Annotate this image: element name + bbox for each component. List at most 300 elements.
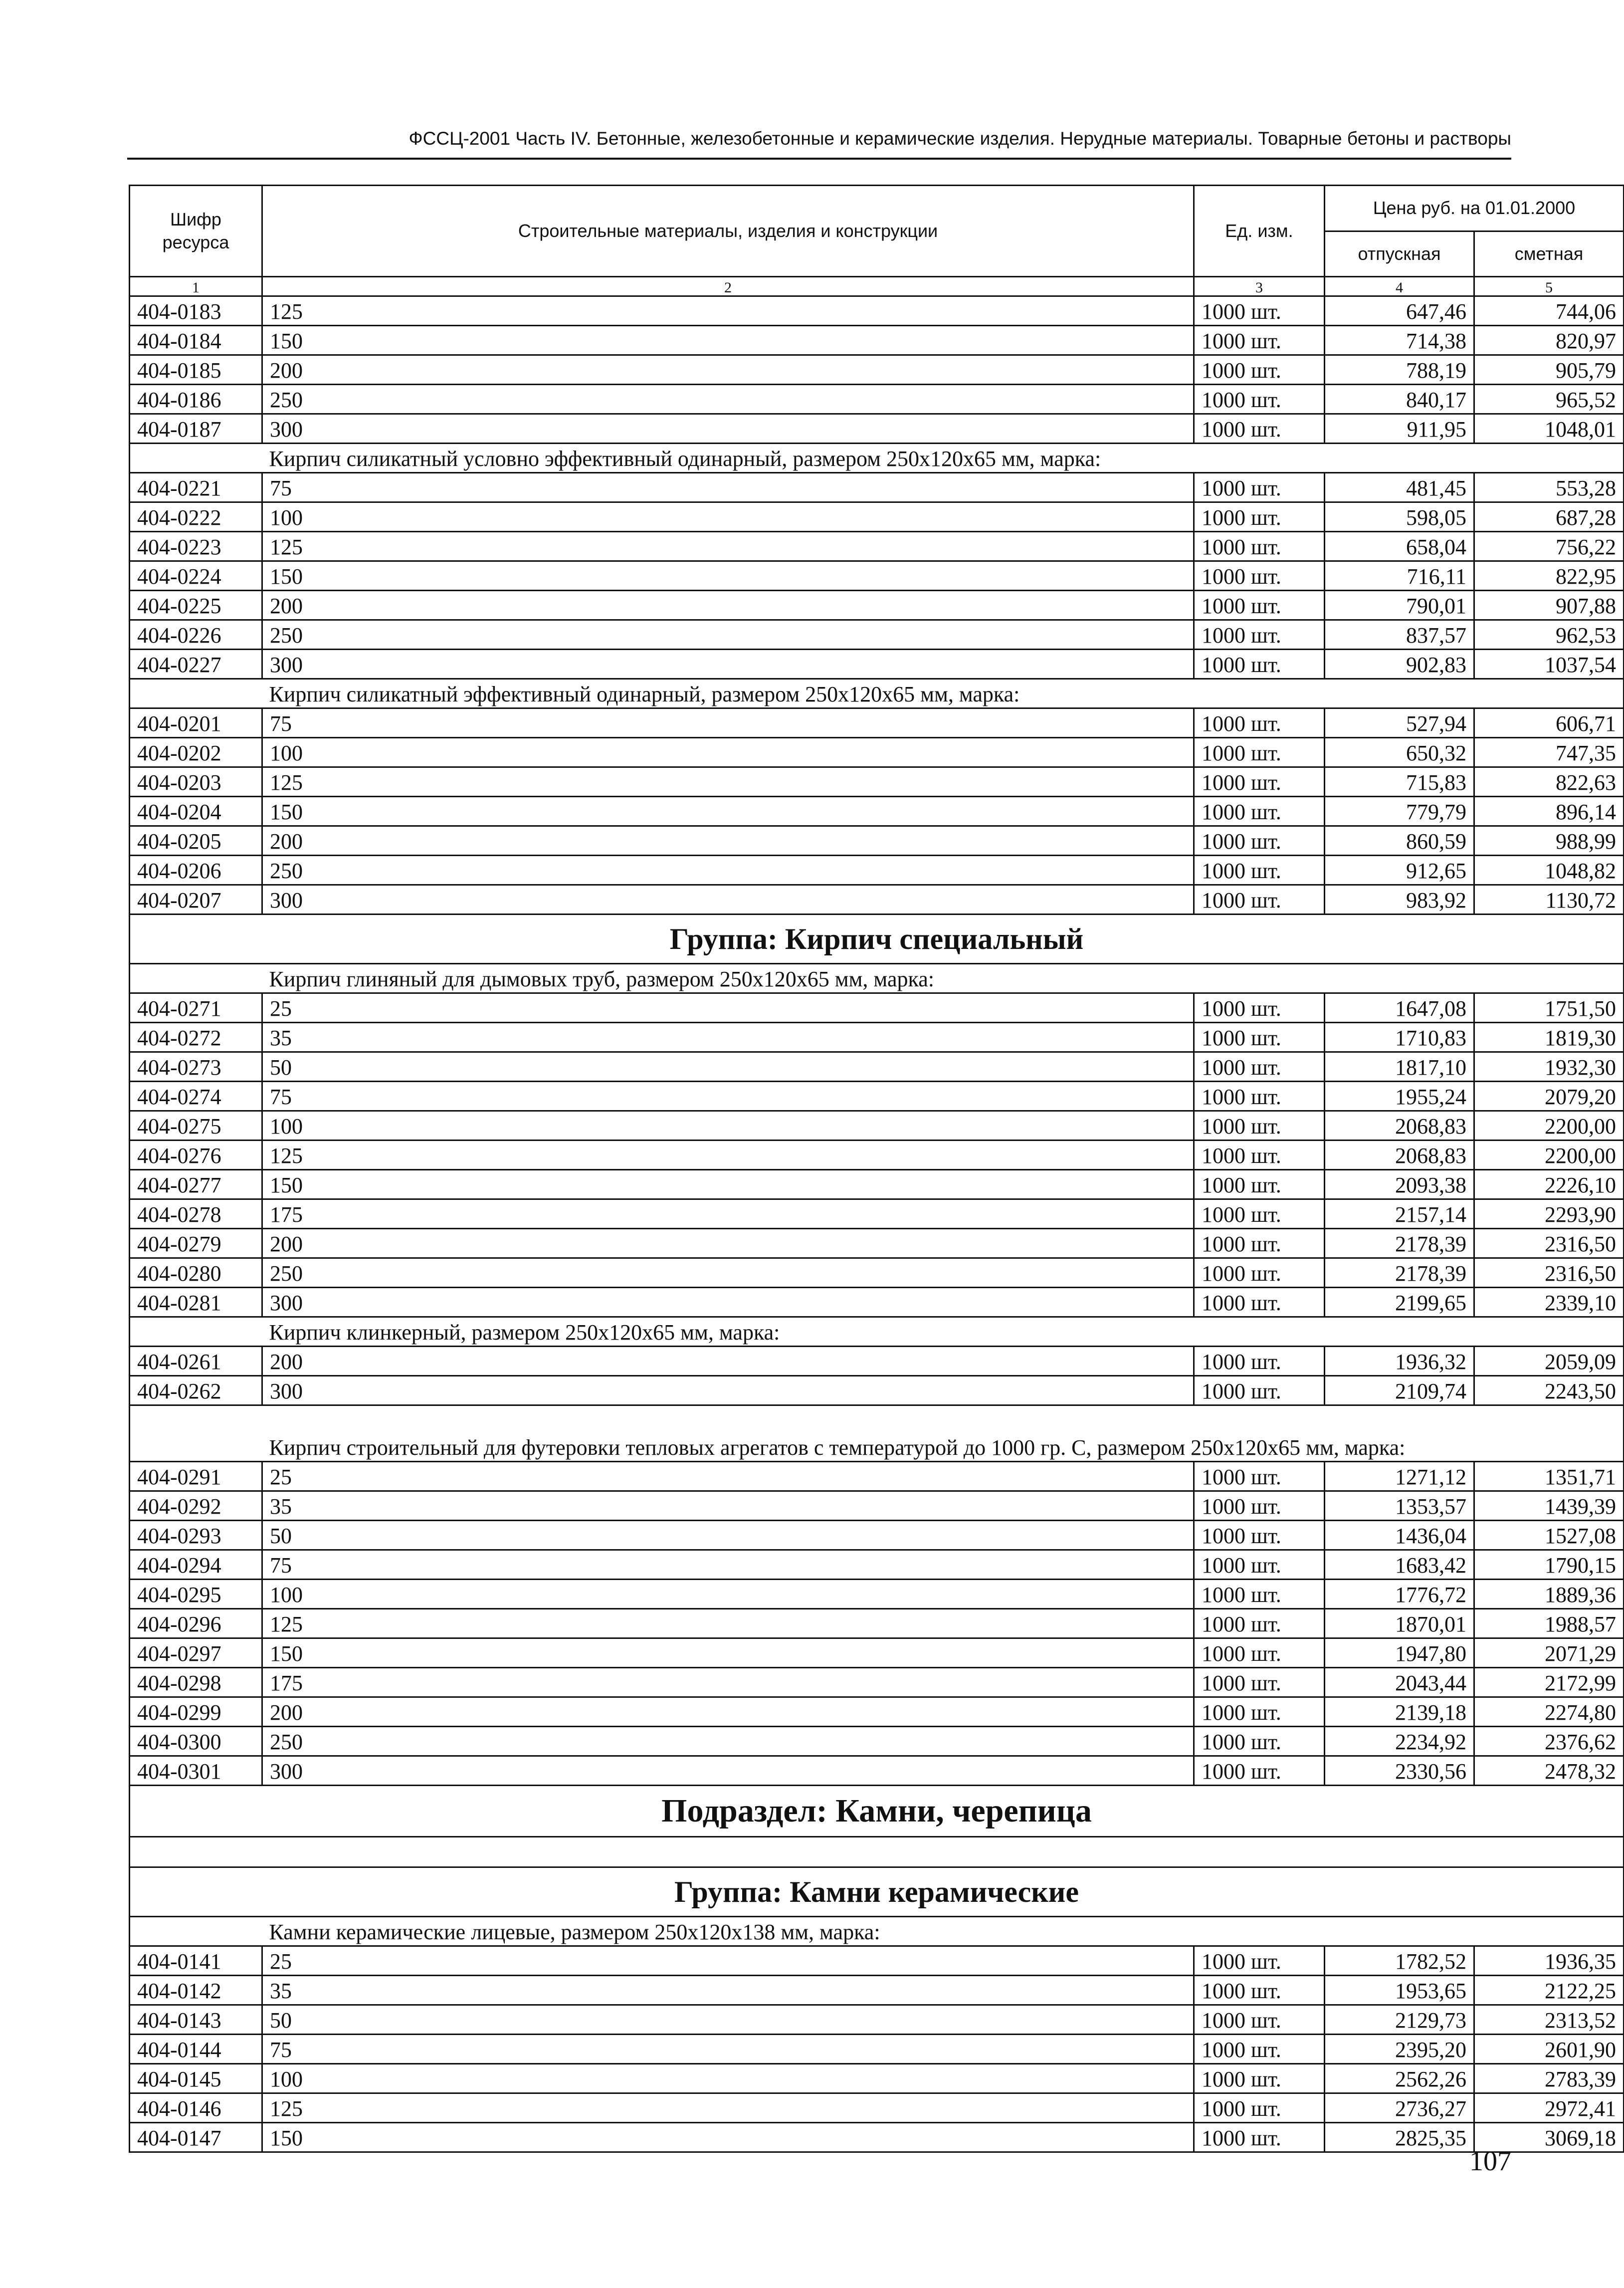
cell-name: 100 — [262, 1111, 1194, 1141]
cell-code: 404-0224 — [130, 561, 262, 591]
cell-estimate-price: 907,88 — [1474, 591, 1624, 620]
cell-unit: 1000 шт. — [1194, 2123, 1325, 2152]
cell-code: 404-0271 — [130, 993, 262, 1023]
cell-estimate-price: 2079,20 — [1474, 1082, 1624, 1111]
cell-code: 404-0203 — [130, 767, 262, 797]
cell-name: 200 — [262, 826, 1194, 856]
cell-release-price: 2178,39 — [1325, 1258, 1474, 1288]
cell-estimate-price: 1889,36 — [1474, 1580, 1624, 1609]
table-row — [130, 2123, 1624, 2152]
column-number-row — [130, 277, 1624, 296]
cell-code: 404-0280 — [130, 1258, 262, 1288]
cell-estimate-price: 1819,30 — [1474, 1023, 1624, 1052]
cell-estimate-price: 2601,90 — [1474, 2035, 1624, 2064]
cell-name: 200 — [262, 591, 1194, 620]
cell-unit: 1000 шт. — [1194, 1638, 1325, 1668]
blank-cell — [130, 1837, 1624, 1867]
cell-code: 404-0262 — [130, 1376, 262, 1405]
cell-code: 404-0223 — [130, 532, 262, 561]
table-row — [130, 473, 1624, 502]
cell-release-price: 983,92 — [1325, 885, 1474, 915]
cell-name: 35 — [262, 1491, 1194, 1521]
cell-unit: 1000 шт. — [1194, 2035, 1325, 2064]
cell-release-price: 1710,83 — [1325, 1023, 1474, 1052]
cell-unit: 1000 шт. — [1194, 1976, 1325, 2005]
cell-estimate-price: 962,53 — [1474, 620, 1624, 650]
column-number: 1 — [130, 277, 262, 296]
cell-code: 404-0294 — [130, 1550, 262, 1580]
item-description-row — [130, 1317, 1624, 1347]
cell-release-price: 1353,57 — [1325, 1491, 1474, 1521]
cell-name: 250 — [262, 385, 1194, 414]
item-description: Камни керамические лицевые, размером 250х120х138 мм, марка: — [262, 1917, 1624, 1946]
cell-name: 125 — [262, 532, 1194, 561]
cell-release-price: 2129,73 — [1325, 2005, 1474, 2035]
cell-estimate-price: 2313,52 — [1474, 2005, 1624, 2035]
cell-unit: 1000 шт. — [1194, 591, 1325, 620]
empty-code-cell — [130, 679, 262, 708]
table-row — [130, 355, 1624, 385]
cell-name: 50 — [262, 2005, 1194, 2035]
item-description-row — [130, 1405, 1624, 1462]
cell-release-price: 1953,65 — [1325, 1976, 1474, 2005]
cell-name: 250 — [262, 1727, 1194, 1756]
cell-estimate-price: 988,99 — [1474, 826, 1624, 856]
cell-estimate-price: 747,35 — [1474, 738, 1624, 767]
item-description: Кирпич силикатный условно эффективный одинарный, размером 250х120х65 мм, марка: — [262, 444, 1624, 473]
group-heading: Группа: Кирпич специальный — [130, 915, 1624, 964]
cell-code: 404-0147 — [130, 2123, 262, 2152]
cell-estimate-price: 1527,08 — [1474, 1521, 1624, 1550]
table-row — [130, 708, 1624, 738]
cell-estimate-price: 2972,41 — [1474, 2093, 1624, 2123]
column-header-estimate: сметная — [1474, 231, 1624, 277]
cell-unit: 1000 шт. — [1194, 1580, 1325, 1609]
cell-release-price: 598,05 — [1325, 502, 1474, 532]
cell-unit: 1000 шт. — [1194, 473, 1325, 502]
cell-code: 404-0226 — [130, 620, 262, 650]
table-row — [130, 826, 1624, 856]
cell-unit: 1000 шт. — [1194, 326, 1325, 355]
cell-release-price: 1782,52 — [1325, 1946, 1474, 1976]
cell-name: 300 — [262, 650, 1194, 679]
cell-unit: 1000 шт. — [1194, 1521, 1325, 1550]
cell-name: 125 — [262, 1141, 1194, 1170]
cell-unit: 1000 шт. — [1194, 502, 1325, 532]
cell-estimate-price: 2071,29 — [1474, 1638, 1624, 1668]
cell-unit: 1000 шт. — [1194, 1111, 1325, 1141]
column-header-code: Шифр ресурса — [130, 186, 262, 277]
cell-unit: 1000 шт. — [1194, 1462, 1325, 1491]
cell-estimate-price: 1048,01 — [1474, 414, 1624, 444]
price-table — [129, 185, 1624, 2153]
cell-estimate-price: 1037,54 — [1474, 650, 1624, 679]
cell-estimate-price: 822,95 — [1474, 561, 1624, 591]
table-row — [130, 1580, 1624, 1609]
cell-unit: 1000 шт. — [1194, 1609, 1325, 1638]
table-row — [130, 1199, 1624, 1229]
cell-code: 404-0299 — [130, 1697, 262, 1727]
item-description: Кирпич строительный для футеровки тепловых агрегатов с температурой до 1000 гр. С, размером 250х120х65 мм, марка: — [262, 1405, 1624, 1462]
cell-release-price: 837,57 — [1325, 620, 1474, 650]
cell-release-price: 714,38 — [1325, 326, 1474, 355]
cell-code: 404-0207 — [130, 885, 262, 915]
cell-name: 150 — [262, 326, 1194, 355]
empty-code-cell — [130, 1917, 262, 1946]
column-header-release: отпускная — [1325, 231, 1474, 277]
cell-code: 404-0221 — [130, 473, 262, 502]
cell-name: 125 — [262, 296, 1194, 326]
cell-release-price: 2330,56 — [1325, 1756, 1474, 1786]
cell-name: 50 — [262, 1521, 1194, 1550]
table-row — [130, 296, 1624, 326]
cell-release-price: 2093,38 — [1325, 1170, 1474, 1199]
empty-code-cell — [130, 1405, 262, 1462]
table-row — [130, 1756, 1624, 1786]
cell-name: 75 — [262, 2035, 1194, 2064]
cell-name: 100 — [262, 1580, 1194, 1609]
cell-release-price: 790,01 — [1325, 591, 1474, 620]
column-number: 4 — [1325, 277, 1474, 296]
cell-release-price: 716,11 — [1325, 561, 1474, 591]
table-row — [130, 1609, 1624, 1638]
cell-release-price: 2043,44 — [1325, 1668, 1474, 1697]
table-row — [130, 1288, 1624, 1317]
cell-code: 404-0144 — [130, 2035, 262, 2064]
page-number: 107 — [1469, 2146, 1511, 2177]
cell-estimate-price: 2478,32 — [1474, 1756, 1624, 1786]
cell-release-price: 1271,12 — [1325, 1462, 1474, 1491]
cell-code: 404-0298 — [130, 1668, 262, 1697]
group-heading: Группа: Камни керамические — [130, 1867, 1624, 1917]
column-number: 5 — [1474, 277, 1624, 296]
cell-name: 300 — [262, 885, 1194, 915]
item-description: Кирпич глиняный для дымовых труб, размером 250х120х65 мм, марка: — [262, 964, 1624, 993]
cell-code: 404-0145 — [130, 2064, 262, 2093]
cell-name: 25 — [262, 1462, 1194, 1491]
cell-name: 300 — [262, 1376, 1194, 1405]
table-row — [130, 1258, 1624, 1288]
table-row — [130, 1976, 1624, 2005]
cell-code: 404-0291 — [130, 1462, 262, 1491]
cell-unit: 1000 шт. — [1194, 738, 1325, 767]
cell-unit: 1000 шт. — [1194, 993, 1325, 1023]
cell-release-price: 1955,24 — [1325, 1082, 1474, 1111]
cell-name: 75 — [262, 708, 1194, 738]
table-row — [130, 767, 1624, 797]
cell-release-price: 647,46 — [1325, 296, 1474, 326]
cell-code: 404-0296 — [130, 1609, 262, 1638]
cell-release-price: 715,83 — [1325, 767, 1474, 797]
cell-unit: 1000 шт. — [1194, 797, 1325, 826]
cell-name: 75 — [262, 473, 1194, 502]
cell-release-price: 902,83 — [1325, 650, 1474, 679]
cell-unit: 1000 шт. — [1194, 1668, 1325, 1697]
cell-name: 200 — [262, 355, 1194, 385]
header-rule — [127, 158, 1511, 160]
cell-code: 404-0273 — [130, 1052, 262, 1082]
cell-code: 404-0279 — [130, 1229, 262, 1258]
cell-name: 250 — [262, 856, 1194, 885]
cell-unit: 1000 шт. — [1194, 561, 1325, 591]
cell-unit: 1000 шт. — [1194, 1199, 1325, 1229]
cell-code: 404-0277 — [130, 1170, 262, 1199]
cell-name: 50 — [262, 1052, 1194, 1082]
cell-estimate-price: 744,06 — [1474, 296, 1624, 326]
cell-code: 404-0206 — [130, 856, 262, 885]
cell-estimate-price: 2200,00 — [1474, 1141, 1624, 1170]
cell-code: 404-0292 — [130, 1491, 262, 1521]
cell-name: 25 — [262, 1946, 1194, 1976]
cell-unit: 1000 шт. — [1194, 414, 1325, 444]
item-description: Кирпич клинкерный, размером 250х120х65 мм, марка: — [262, 1317, 1624, 1347]
cell-estimate-price: 822,63 — [1474, 767, 1624, 797]
cell-code: 404-0295 — [130, 1580, 262, 1609]
item-description-row — [130, 444, 1624, 473]
cell-code: 404-0141 — [130, 1946, 262, 1976]
cell-code: 404-0201 — [130, 708, 262, 738]
cell-unit: 1000 шт. — [1194, 2064, 1325, 2093]
cell-estimate-price: 1932,30 — [1474, 1052, 1624, 1082]
cell-release-price: 779,79 — [1325, 797, 1474, 826]
cell-estimate-price: 1351,71 — [1474, 1462, 1624, 1491]
table-row — [130, 1462, 1624, 1491]
cell-release-price: 840,17 — [1325, 385, 1474, 414]
cell-name: 200 — [262, 1229, 1194, 1258]
cell-release-price: 2178,39 — [1325, 1229, 1474, 1258]
cell-code: 404-0205 — [130, 826, 262, 856]
cell-name: 300 — [262, 1288, 1194, 1317]
cell-code: 404-0274 — [130, 1082, 262, 1111]
table-row — [130, 1111, 1624, 1141]
table-row — [130, 2093, 1624, 2123]
running-header: ФССЦ-2001 Часть IV. Бетонные, железобетонные и керамические изделия. Нерудные материалы. Товарные бетоны и растворы — [408, 128, 1511, 149]
table-row — [130, 1347, 1624, 1376]
cell-release-price: 2736,27 — [1325, 2093, 1474, 2123]
cell-estimate-price: 1130,72 — [1474, 885, 1624, 915]
cell-code: 404-0225 — [130, 591, 262, 620]
cell-code: 404-0297 — [130, 1638, 262, 1668]
cell-release-price: 2068,83 — [1325, 1141, 1474, 1170]
cell-unit: 1000 шт. — [1194, 708, 1325, 738]
cell-name: 100 — [262, 2064, 1194, 2093]
cell-name: 175 — [262, 1668, 1194, 1697]
cell-name: 200 — [262, 1347, 1194, 1376]
table-row — [130, 326, 1624, 355]
cell-code: 404-0227 — [130, 650, 262, 679]
cell-release-price: 2139,18 — [1325, 1697, 1474, 1727]
cell-estimate-price: 553,28 — [1474, 473, 1624, 502]
cell-name: 125 — [262, 767, 1194, 797]
cell-unit: 1000 шт. — [1194, 2093, 1325, 2123]
table-row — [130, 2064, 1624, 2093]
table-row — [130, 738, 1624, 767]
cell-name: 150 — [262, 1170, 1194, 1199]
cell-code: 404-0261 — [130, 1347, 262, 1376]
cell-unit: 1000 шт. — [1194, 856, 1325, 885]
cell-release-price: 481,45 — [1325, 473, 1474, 502]
cell-release-price: 2395,20 — [1325, 2035, 1474, 2064]
cell-estimate-price: 2376,62 — [1474, 1727, 1624, 1756]
cell-unit: 1000 шт. — [1194, 532, 1325, 561]
cell-release-price: 788,19 — [1325, 355, 1474, 385]
table-row — [130, 1946, 1624, 1976]
cell-code: 404-0146 — [130, 2093, 262, 2123]
cell-name: 150 — [262, 797, 1194, 826]
cell-code: 404-0184 — [130, 326, 262, 355]
cell-unit: 1000 шт. — [1194, 885, 1325, 915]
cell-name: 150 — [262, 2123, 1194, 2152]
cell-estimate-price: 2200,00 — [1474, 1111, 1624, 1141]
cell-unit: 1000 шт. — [1194, 650, 1325, 679]
table-row — [130, 561, 1624, 591]
cell-estimate-price: 2172,99 — [1474, 1668, 1624, 1697]
cell-estimate-price: 2243,50 — [1474, 1376, 1624, 1405]
cell-unit: 1000 шт. — [1194, 385, 1325, 414]
table-row — [130, 1052, 1624, 1082]
cell-release-price: 527,94 — [1325, 708, 1474, 738]
table-row — [130, 1491, 1624, 1521]
cell-estimate-price: 2316,50 — [1474, 1258, 1624, 1288]
item-description: Кирпич силикатный эффективный одинарный, размером 250х120х65 мм, марка: — [262, 679, 1624, 708]
cell-unit: 1000 шт. — [1194, 1229, 1325, 1258]
price-table-body — [130, 186, 1624, 2152]
table-row — [130, 856, 1624, 885]
cell-release-price: 1870,01 — [1325, 1609, 1474, 1638]
cell-unit: 1000 шт. — [1194, 1376, 1325, 1405]
cell-release-price: 1817,10 — [1325, 1052, 1474, 1082]
cell-code: 404-0186 — [130, 385, 262, 414]
group-heading-row — [130, 1867, 1624, 1917]
table-row — [130, 1550, 1624, 1580]
cell-estimate-price: 2274,80 — [1474, 1697, 1624, 1727]
item-description-row — [130, 964, 1624, 993]
blank-row — [130, 1837, 1624, 1867]
item-description-row — [130, 1917, 1624, 1946]
cell-release-price: 658,04 — [1325, 532, 1474, 561]
table-row — [130, 1141, 1624, 1170]
table-row — [130, 797, 1624, 826]
cell-name: 300 — [262, 414, 1194, 444]
cell-estimate-price: 2293,90 — [1474, 1199, 1624, 1229]
cell-code: 404-0300 — [130, 1727, 262, 1756]
cell-release-price: 1947,80 — [1325, 1638, 1474, 1668]
cell-unit: 1000 шт. — [1194, 620, 1325, 650]
cell-unit: 1000 шт. — [1194, 767, 1325, 797]
cell-name: 300 — [262, 1756, 1194, 1786]
cell-estimate-price: 1936,35 — [1474, 1946, 1624, 1976]
cell-code: 404-0272 — [130, 1023, 262, 1052]
cell-unit: 1000 шт. — [1194, 1141, 1325, 1170]
cell-release-price: 2562,26 — [1325, 2064, 1474, 2093]
cell-code: 404-0183 — [130, 296, 262, 326]
cell-code: 404-0293 — [130, 1521, 262, 1550]
cell-code: 404-0301 — [130, 1756, 262, 1786]
cell-name: 250 — [262, 620, 1194, 650]
table-row — [130, 1697, 1624, 1727]
table-row — [130, 620, 1624, 650]
cell-estimate-price: 820,97 — [1474, 326, 1624, 355]
cell-unit: 1000 шт. — [1194, 1550, 1325, 1580]
cell-estimate-price: 1988,57 — [1474, 1609, 1624, 1638]
cell-release-price: 1936,32 — [1325, 1347, 1474, 1376]
table-row — [130, 1521, 1624, 1550]
cell-code: 404-0278 — [130, 1199, 262, 1229]
cell-estimate-price: 896,14 — [1474, 797, 1624, 826]
cell-name: 75 — [262, 1550, 1194, 1580]
cell-name: 125 — [262, 1609, 1194, 1638]
cell-name: 250 — [262, 1258, 1194, 1288]
cell-release-price: 650,32 — [1325, 738, 1474, 767]
table-row — [130, 1376, 1624, 1405]
cell-name: 100 — [262, 738, 1194, 767]
cell-name: 35 — [262, 1976, 1194, 2005]
cell-name: 200 — [262, 1697, 1194, 1727]
table-row — [130, 502, 1624, 532]
cell-estimate-price: 2059,09 — [1474, 1347, 1624, 1376]
cell-code: 404-0222 — [130, 502, 262, 532]
table-row — [130, 650, 1624, 679]
item-description-row — [130, 679, 1624, 708]
cell-name: 125 — [262, 2093, 1194, 2123]
cell-unit: 1000 шт. — [1194, 1170, 1325, 1199]
cell-estimate-price: 2122,25 — [1474, 1976, 1624, 2005]
cell-unit: 1000 шт. — [1194, 826, 1325, 856]
cell-unit: 1000 шт. — [1194, 1697, 1325, 1727]
cell-estimate-price: 606,71 — [1474, 708, 1624, 738]
table-row — [130, 1727, 1624, 1756]
cell-estimate-price: 3069,18 — [1474, 2123, 1624, 2152]
cell-estimate-price: 2316,50 — [1474, 1229, 1624, 1258]
cell-unit: 1000 шт. — [1194, 1052, 1325, 1082]
cell-name: 35 — [262, 1023, 1194, 1052]
table-row — [130, 414, 1624, 444]
cell-estimate-price: 905,79 — [1474, 355, 1624, 385]
cell-name: 75 — [262, 1082, 1194, 1111]
cell-code: 404-0185 — [130, 355, 262, 385]
table-row — [130, 1023, 1624, 1052]
cell-estimate-price: 1048,82 — [1474, 856, 1624, 885]
empty-code-cell — [130, 1317, 262, 1347]
cell-unit: 1000 шт. — [1194, 2005, 1325, 2035]
table-row — [130, 1668, 1624, 1697]
cell-estimate-price: 2226,10 — [1474, 1170, 1624, 1199]
cell-unit: 1000 шт. — [1194, 1347, 1325, 1376]
cell-unit: 1000 шт. — [1194, 1946, 1325, 1976]
column-header-unit: Ед. изм. — [1194, 186, 1325, 277]
cell-estimate-price: 1439,39 — [1474, 1491, 1624, 1521]
column-number: 2 — [262, 277, 1194, 296]
cell-code: 404-0142 — [130, 1976, 262, 2005]
cell-unit: 1000 шт. — [1194, 296, 1325, 326]
empty-code-cell — [130, 964, 262, 993]
cell-code: 404-0281 — [130, 1288, 262, 1317]
cell-code: 404-0187 — [130, 414, 262, 444]
table-row — [130, 1082, 1624, 1111]
column-header-name: Строительные материалы, изделия и конструкции — [262, 186, 1194, 277]
table-row — [130, 1229, 1624, 1258]
cell-name: 175 — [262, 1199, 1194, 1229]
cell-unit: 1000 шт. — [1194, 1491, 1325, 1521]
table-row — [130, 1638, 1624, 1668]
cell-release-price: 912,65 — [1325, 856, 1474, 885]
cell-unit: 1000 шт. — [1194, 1023, 1325, 1052]
column-number: 3 — [1194, 277, 1325, 296]
cell-estimate-price: 965,52 — [1474, 385, 1624, 414]
cell-release-price: 2234,92 — [1325, 1727, 1474, 1756]
cell-estimate-price: 2339,10 — [1474, 1288, 1624, 1317]
cell-release-price: 1776,72 — [1325, 1580, 1474, 1609]
